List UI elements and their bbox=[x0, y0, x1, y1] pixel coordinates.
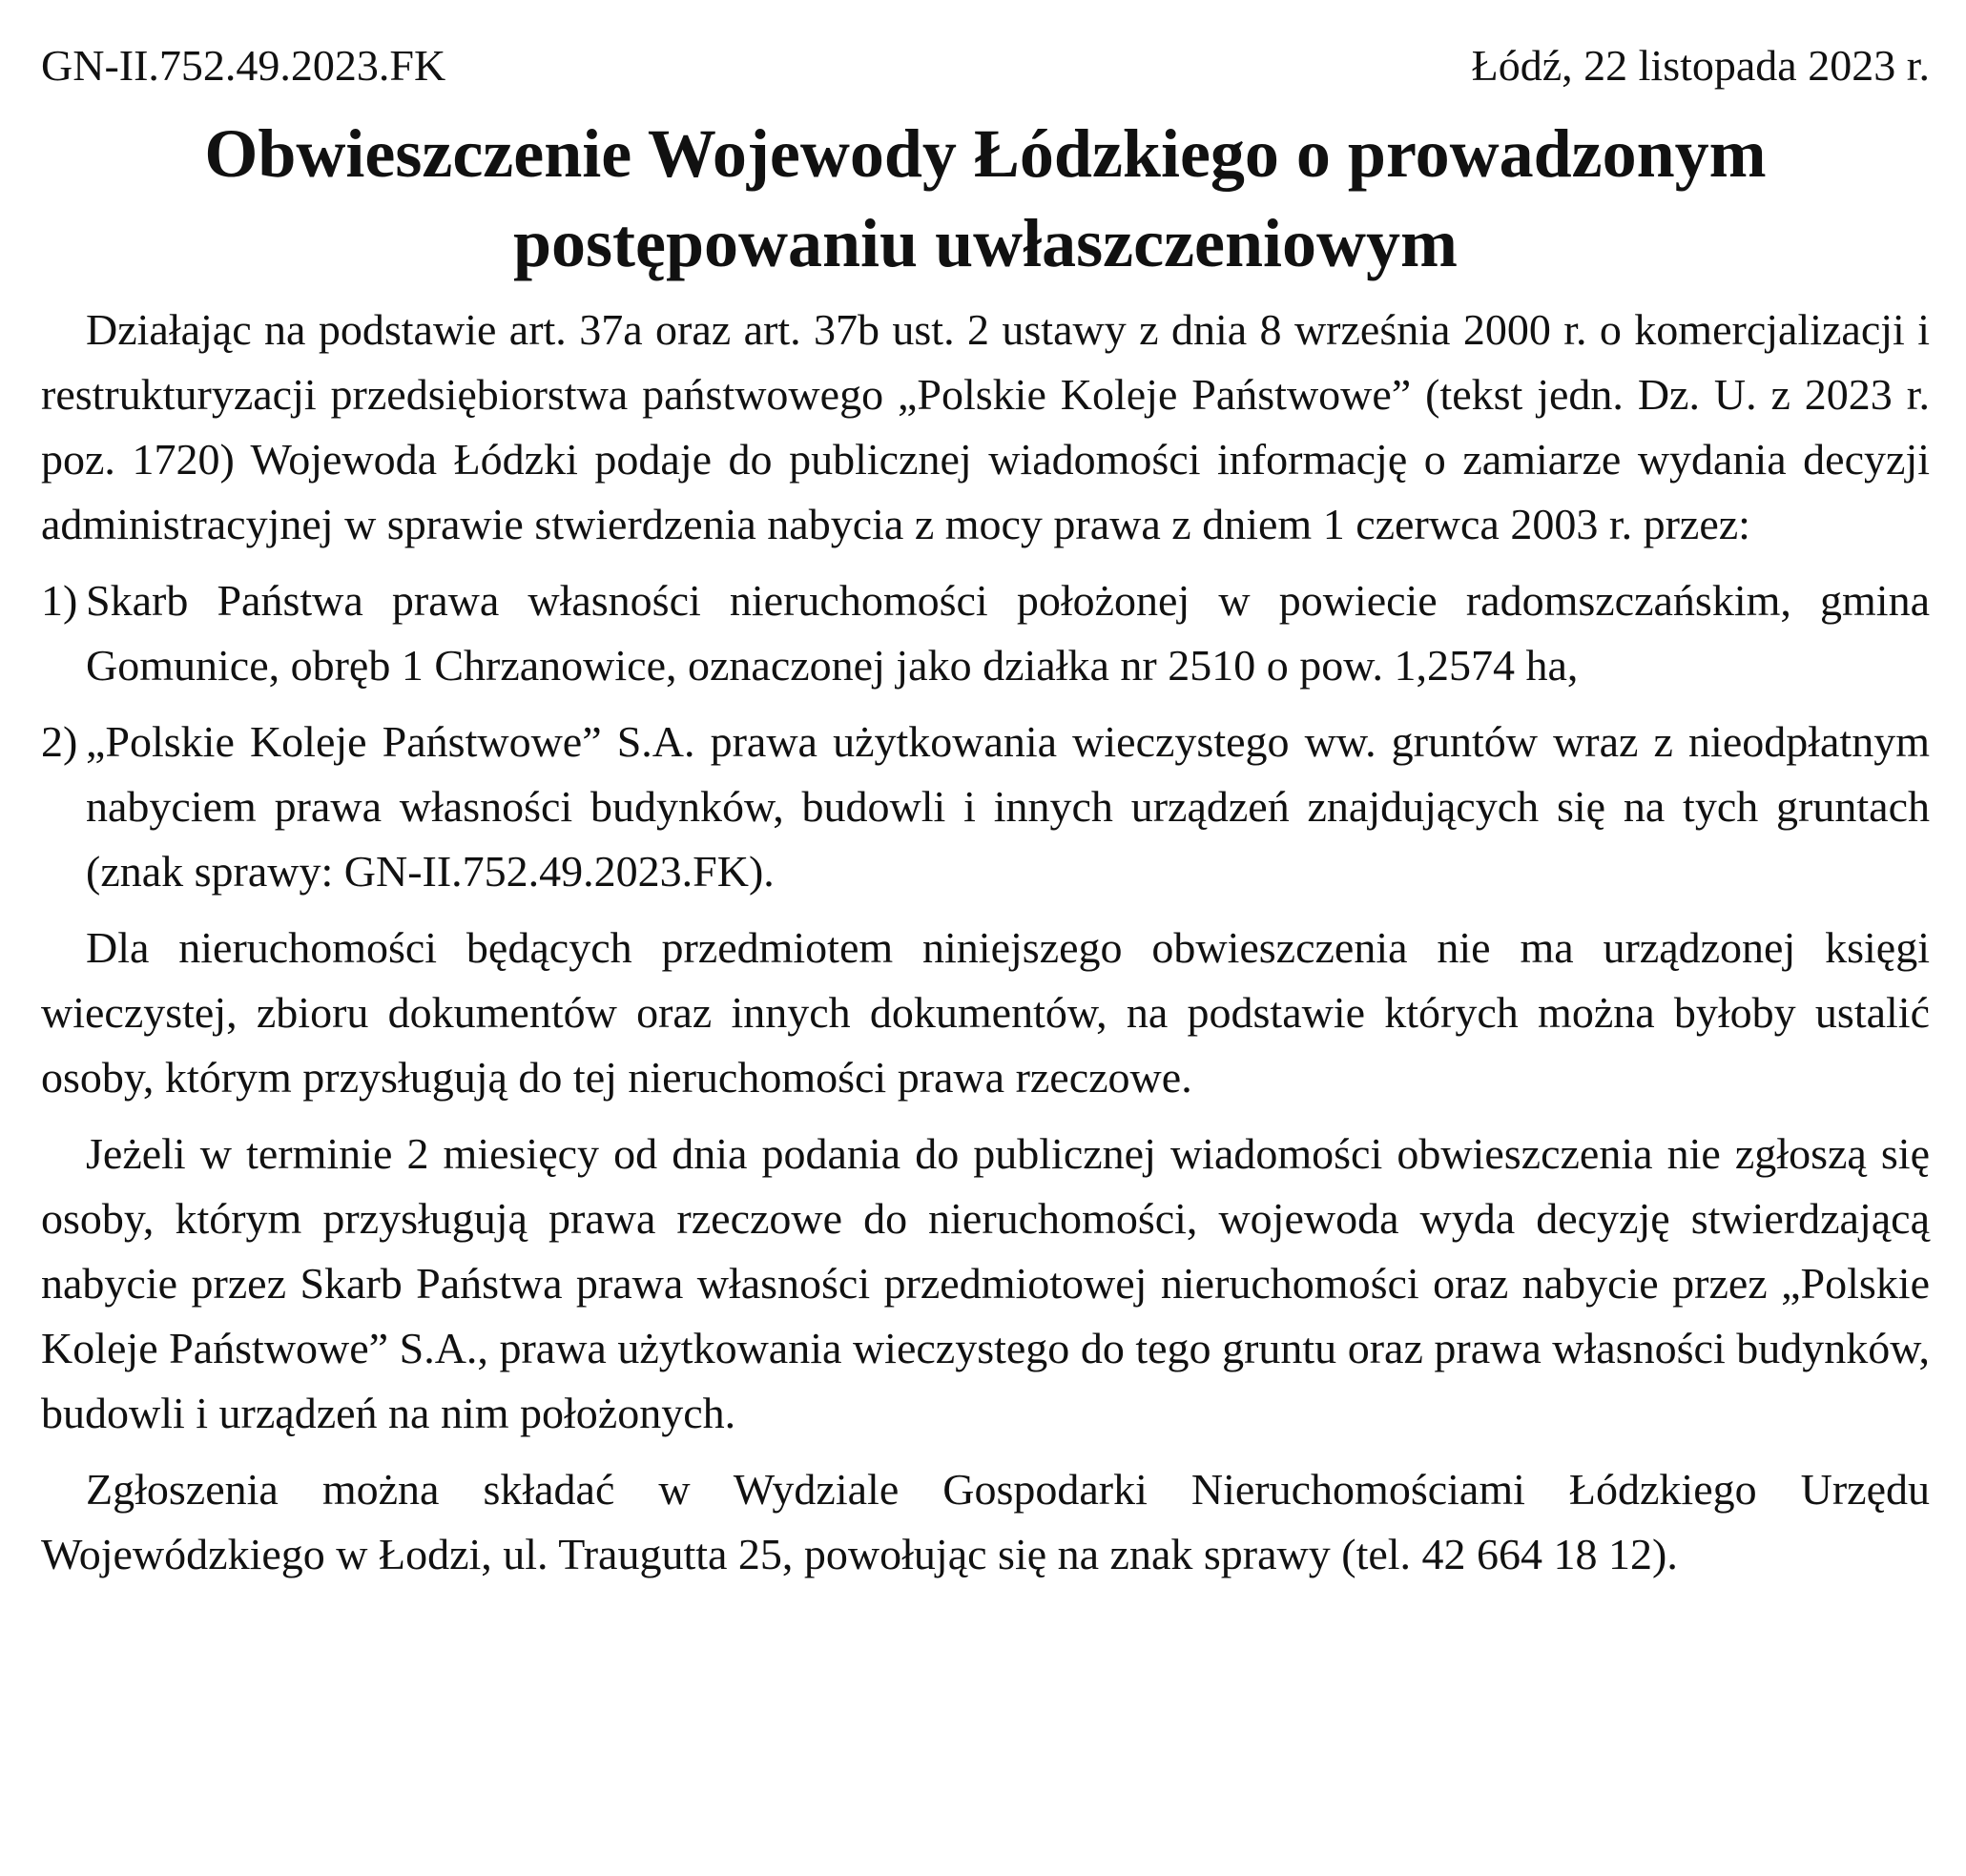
intro-paragraph: Działając na podstawie art. 37a oraz art. 37b ust. 2 ustawy z dnia 8 września 2000 r. o komercjalizacji i restrukturyzacji przedsiębiorstwa państwowego „Polskie Koleje Państwowe” (tekst jedn. Dz. U. z 2023 r. poz. 1720) Wojewoda Łódzki podaje do publicznej wiadomości informację o zamiarze wydania decyzji administracyjnej w sprawie stwierdzenia nabycia z mocy prawa z dniem 1 czerwca 2003 r. przez: bbox=[41, 305, 1930, 548]
list-item-text: „Polskie Koleje Państwowe” S.A. prawa użytkowania wieczystego ww. gruntów wraz z nieodpłatnym nabyciem prawa własności budynków, budowli i innych urządzeń znajdujących się na tych gruntach (znak sprawy: GN-II.752.49.2023.FK). bbox=[86, 717, 1930, 896]
document-page bbox=[41, 38, 1930, 1598]
list-item-number: 1) bbox=[41, 576, 78, 625]
case-number: GN-II.752.49.2023.FK bbox=[41, 41, 446, 90]
list-item bbox=[41, 710, 1930, 904]
contact-paragraph: Zgłoszenia można składać w Wydziale Gospodarki Nieruchomościami Łódzkiego Urzędu Wojewódzkiego w Łodzi, ul. Traugutta 25, powołując się na znak sprawy (tel. 42 664 18 12). bbox=[41, 1465, 1930, 1578]
document-header bbox=[41, 38, 1930, 101]
list-item-text: Skarb Państwa prawa własności nieruchomości położonej w powiecie radomszczańskim, gmina Gomunice, obręb 1 Chrzanowice, oznaczonej jako działka nr 2510 o pow. 1,2574 ha, bbox=[86, 576, 1930, 690]
list-item-number: 2) bbox=[41, 717, 78, 766]
acquisition-list bbox=[41, 568, 1930, 904]
place-and-date: Łódź, 22 listopada 2023 r. bbox=[1471, 41, 1930, 90]
no-documents-paragraph: Dla nieruchomości będących przedmiotem niniejszego obwieszczenia nie ma urządzonej księgi wieczystej, zbioru dokumentów oraz innych dokumentów, na podstawie których można byłoby ustalić osoby, którym przysługują do tej nieruchomości prawa rzeczowe. bbox=[41, 923, 1930, 1102]
list-item bbox=[41, 568, 1930, 698]
document-title: Obwieszczenie Wojewody Łódzkiego o prowadzonym postępowaniu uwłaszczeniowym bbox=[204, 115, 1767, 281]
deadline-paragraph: Jeżeli w terminie 2 miesięcy od dnia podania do publicznej wiadomości obwieszczenia nie zgłoszą się osoby, którym przysługują prawa rzeczowe do nieruchomości, wojewoda wyda decyzję stwierdzającą nabycie przez Skarb Państwa prawa własności przedmiotowej nieruchomości oraz nabycie przez „Polskie Koleje Państwowe” S.A., prawa użytkowania wieczystego do tego gruntu oraz prawa własności budynków, budowli i urządzeń na nim położonych. bbox=[41, 1129, 1930, 1437]
